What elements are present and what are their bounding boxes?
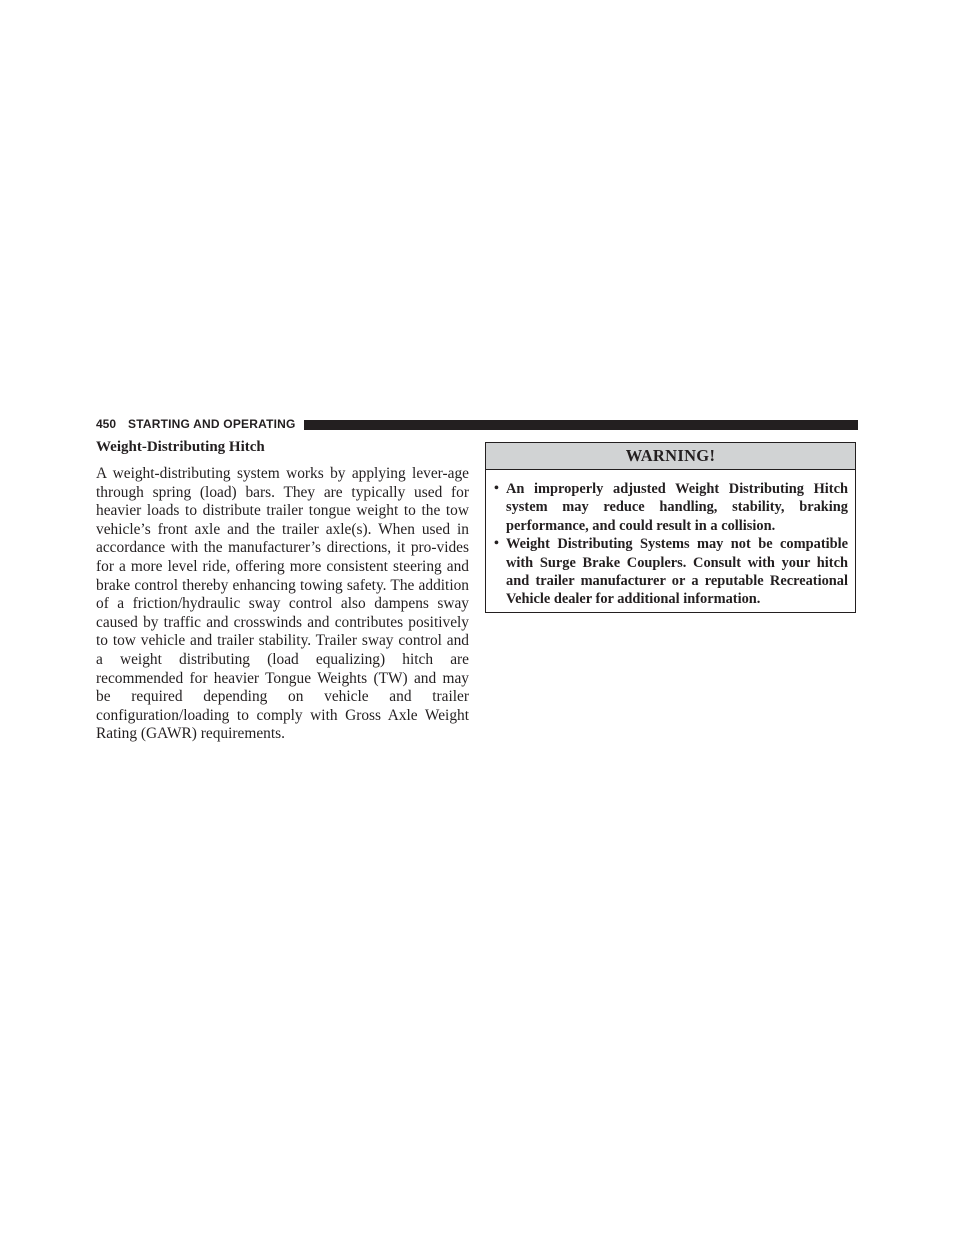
- warning-item: [494, 535, 848, 609]
- page-number: 450: [96, 417, 117, 431]
- article-heading: Weight-Distributing Hitch: [96, 439, 265, 455]
- article-body: A weight-distributing system works by applying lever-age through spring (load) bars. They are typically used for heavier loads to distribute trailer tongue weight to the tow vehicle’s front axle and the trailer axle(s). When used in accordance with the manufacturer’s directions, it pro-vides for a more level ride, offering more consistent steering and brake control thereby enhancing towing safety. The addition of a friction/hydraulic sway control also dampens sway caused by traffic and crosswinds and contributes positively to tow vehicle and trailer stability. Trailer sway control and a weight distributing (load equalizing) hitch are recommended for heavier Tongue Weights (TW) and may be required depending on vehicle and trailer configuration/loading to comply with Gross Axle Weight Rating (GAWR) requirements.: [96, 465, 469, 743]
- section-title: STARTING AND OPERATING: [128, 417, 296, 431]
- warning-item-text: Weight Distributing Systems may not be compatible with Surge Brake Couplers. Consult with your hitch and trailer manufacturer or a reputable Recreational Vehicle dealer for additional information.: [506, 536, 848, 608]
- warning-list: [486, 470, 855, 609]
- warning-item-text: An improperly adjusted Weight Distributing Hitch system may reduce handling, stability, braking performance, and could result in a collision.: [506, 481, 848, 534]
- bullet-icon: •: [494, 536, 499, 552]
- warning-item: [494, 480, 848, 535]
- page-header: [96, 417, 858, 432]
- bullet-icon: •: [494, 481, 499, 496]
- header-rule: [304, 420, 858, 430]
- warning-title: WARNING!: [486, 443, 855, 470]
- article-column: [96, 438, 469, 744]
- warning-box: [485, 442, 856, 613]
